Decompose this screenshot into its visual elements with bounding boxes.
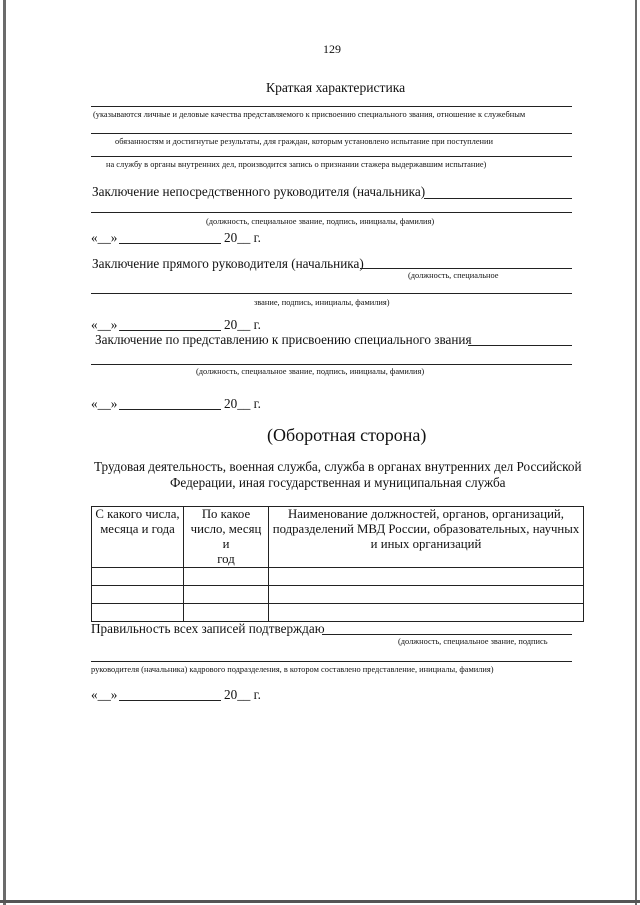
immediate-supervisor-date-month-field[interactable]: [119, 330, 221, 331]
page-number: 129: [323, 42, 341, 56]
table-cell[interactable]: [184, 586, 269, 604]
table-row: [92, 568, 584, 586]
reverse-side-title: (Оборотная сторона): [267, 425, 427, 445]
confirmation-date-year: 20__ г.: [224, 687, 261, 702]
direct-supervisor-date-year: 20__ г.: [224, 230, 261, 245]
direct-supervisor-date-day: «__»: [91, 230, 118, 245]
summary-line-1: [91, 106, 572, 107]
page-edge-right: [635, 0, 637, 905]
summary-title: Краткая характеристика: [266, 80, 406, 95]
table-row: [92, 604, 584, 622]
rank-conclusion-line[interactable]: [91, 364, 572, 365]
table-cell[interactable]: [92, 568, 184, 586]
work-history-heading-1: Трудовая деятельность, военная служба, служба в органах внутренних дел Российской: [94, 459, 582, 474]
table-cell[interactable]: [92, 586, 184, 604]
direct-supervisor-line[interactable]: [91, 212, 572, 213]
confirmation-caption-2: руководителя (начальника) кадрового подразделения, в котором составлено представление, инициалы, фамилия): [91, 665, 494, 674]
column-header-position-name: Наименование должностей, органов, организаций, подразделений МВД России, образовательных, научных и иных организаций: [269, 507, 584, 568]
summary-hint-1: (указываются личные и деловые качества представляемого к присвоению специального звания, отношение к служебным: [93, 110, 526, 119]
rank-conclusion-label: Заключение по представлению к присвоению специального звания: [95, 332, 472, 347]
immediate-supervisor-date-day: «__»: [91, 317, 118, 332]
immediate-supervisor-date-year: 20__ г.: [224, 317, 261, 332]
column-header-to-date: По какое число, месяц и год: [184, 507, 269, 568]
page-edge-left: [3, 0, 6, 905]
work-history-table: [91, 506, 584, 622]
confirmation-date-month-field[interactable]: [119, 700, 221, 701]
work-history-heading-2: Федерации, иная государственная и муниципальная служба: [170, 475, 506, 490]
rank-conclusion-date-year: 20__ г.: [224, 396, 261, 411]
table-cell[interactable]: [184, 604, 269, 622]
column-header-from-date: С какого числа, месяца и года: [92, 507, 184, 568]
confirmation-date-day: «__»: [91, 687, 118, 702]
immediate-supervisor-caption-2: звание, подпись, инициалы, фамилия): [254, 298, 390, 307]
direct-supervisor-caption: (должность, специальное звание, подпись, инициалы, фамилия): [206, 217, 435, 226]
confirmation-label: Правильность всех записей подтверждаю: [91, 621, 325, 636]
immediate-supervisor-caption-1: (должность, специальное: [408, 271, 499, 280]
immediate-supervisor-field[interactable]: [360, 268, 572, 269]
direct-supervisor-field[interactable]: [424, 198, 572, 199]
summary-hint-2: обязанностям и достигнутые результаты, для граждан, которым установлено испытание при поступлении: [115, 137, 494, 146]
confirmation-caption-1: (должность, специальное звание, подпись: [398, 637, 548, 646]
summary-line-2: [91, 133, 572, 134]
table-cell[interactable]: [269, 586, 584, 604]
immediate-supervisor-line[interactable]: [91, 293, 572, 294]
direct-supervisor-date-month-field[interactable]: [119, 243, 221, 244]
rank-conclusion-date-month-field[interactable]: [119, 409, 221, 410]
table-cell[interactable]: [184, 568, 269, 586]
confirmation-line[interactable]: [91, 661, 572, 662]
rank-conclusion-field[interactable]: [468, 345, 572, 346]
summary-line-3: [91, 156, 572, 157]
confirmation-field[interactable]: [322, 634, 572, 635]
table-cell[interactable]: [269, 604, 584, 622]
rank-conclusion-date-day: «__»: [91, 396, 118, 411]
table-cell[interactable]: [269, 568, 584, 586]
table-cell[interactable]: [92, 604, 184, 622]
rank-conclusion-caption: (должность, специальное звание, подпись, инициалы, фамилия): [196, 367, 425, 376]
table-row: [92, 586, 584, 604]
immediate-supervisor-label: Заключение прямого руководителя (начальника): [92, 256, 364, 271]
summary-hint-3: на службу в органы внутренних дел, производится запись о признании стажера выдержавшим испытание): [106, 160, 487, 169]
direct-supervisor-label: Заключение непосредственного руководителя (начальника): [92, 184, 426, 199]
table-header-row: [92, 507, 584, 568]
page-edge-bottom: [0, 900, 640, 903]
